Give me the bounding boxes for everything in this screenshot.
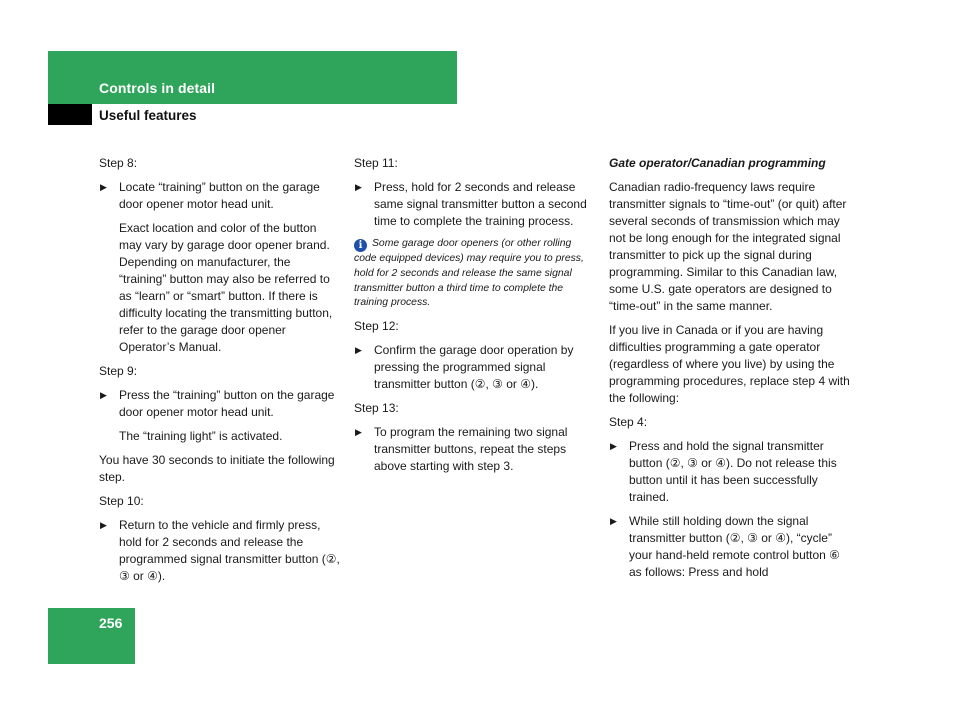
- step-label: Step 8:: [99, 156, 138, 170]
- bullet-text: While still holding down the signal transmitter button (②, ③ or ④), “cycle” your hand-held remote control button ⑥ as follows: Press and hold: [629, 514, 840, 579]
- bullet-arrow-icon: ▶: [610, 441, 617, 451]
- list-item: [609, 513, 852, 581]
- header-band: [48, 51, 457, 104]
- step-label: Step 13:: [354, 401, 399, 416]
- bullet-arrow-icon: ▶: [355, 427, 362, 438]
- list-item: [99, 179, 340, 213]
- body-text: Canadian radio-frequency laws require transmitter signals to “time-out” (or quit) after several seconds of transmission which may not be long enough for the integrated signal transmitter to pick up the signal during programming. Similar to this Canadian law, some U.S. gate operators are designed to “time-out” in the same manner.: [609, 180, 847, 313]
- step-label: Step 10:: [99, 494, 144, 508]
- list-item: [354, 424, 594, 475]
- bullet-arrow-icon: ▶: [610, 516, 617, 526]
- step-label: Step 9:: [99, 364, 138, 378]
- bullet-text: Press, hold for 2 seconds and release same signal transmitter button a second time to complete the training process.: [374, 180, 587, 228]
- list-item: [609, 438, 852, 506]
- subsection-heading: Gate operator/Canadian programming: [609, 156, 826, 170]
- bullet-arrow-icon: ▶: [355, 182, 362, 192]
- column-3: [609, 155, 852, 588]
- list-item: [354, 179, 594, 230]
- bullet-arrow-icon: ▶: [355, 345, 362, 356]
- column-1: [99, 155, 340, 592]
- chapter-title: Controls in detail: [99, 80, 216, 96]
- bullet-arrow-icon: ▶: [100, 390, 107, 400]
- info-icon: i: [354, 239, 367, 252]
- bullet-text: To program the remaining two signal transmitter buttons, repeat the steps above starting with step 3.: [374, 425, 568, 474]
- detail-text: Exact location and color of the button may vary by garage door opener brand. Depending on manufacturer, the “training” button may also be referred to as “learn” or “smart” button. If there is difficulty locating the transmitting button, refer to the garage door opener Operator’s Manual.: [119, 221, 333, 354]
- body-text: You have 30 seconds to initiate the following step.: [99, 453, 335, 484]
- section-title: Useful features: [99, 108, 197, 123]
- bullet-arrow-icon: ▶: [100, 520, 107, 530]
- page-number: 256: [99, 615, 123, 631]
- step-label: Step 11:: [354, 156, 398, 170]
- bullet-text: Confirm the garage door operation by pressing the programmed signal transmitter button (②, ③ or ④).: [374, 343, 574, 392]
- section-marker: [48, 104, 92, 125]
- bullet-text: Press the “training” button on the garage door opener motor head unit.: [119, 388, 335, 419]
- bullet-arrow-icon: ▶: [100, 182, 107, 192]
- bullet-text: Press and hold the signal transmitter button (②, ③ or ④). Do not release this button until it has been successfully trained.: [629, 439, 837, 504]
- bullet-text: Locate “training” button on the garage door opener motor head unit.: [119, 180, 320, 211]
- bullet-text: Return to the vehicle and firmly press, hold for 2 seconds and release the programmed signal transmitter button (②, ③ or ④).: [119, 518, 340, 583]
- body-text: If you live in Canada or if you are having difficulties programming a gate operator (regardless of where you live) by using the programming procedures, replace step 4 with the following:: [609, 323, 850, 405]
- info-note-text: Some garage door openers (or other rolling code equipped devices) may require you to press, hold for 2 seconds and release the same signal transmitter button a third time to complete the training process.: [354, 238, 584, 309]
- step-label: Step 12:: [354, 319, 399, 334]
- step-label: Step 4:: [609, 415, 648, 429]
- list-item: [99, 517, 340, 585]
- info-note: [354, 237, 594, 311]
- detail-text: The “training light” is activated.: [119, 429, 283, 443]
- list-item: [99, 387, 340, 421]
- list-item: [354, 342, 594, 393]
- column-2: [354, 155, 594, 482]
